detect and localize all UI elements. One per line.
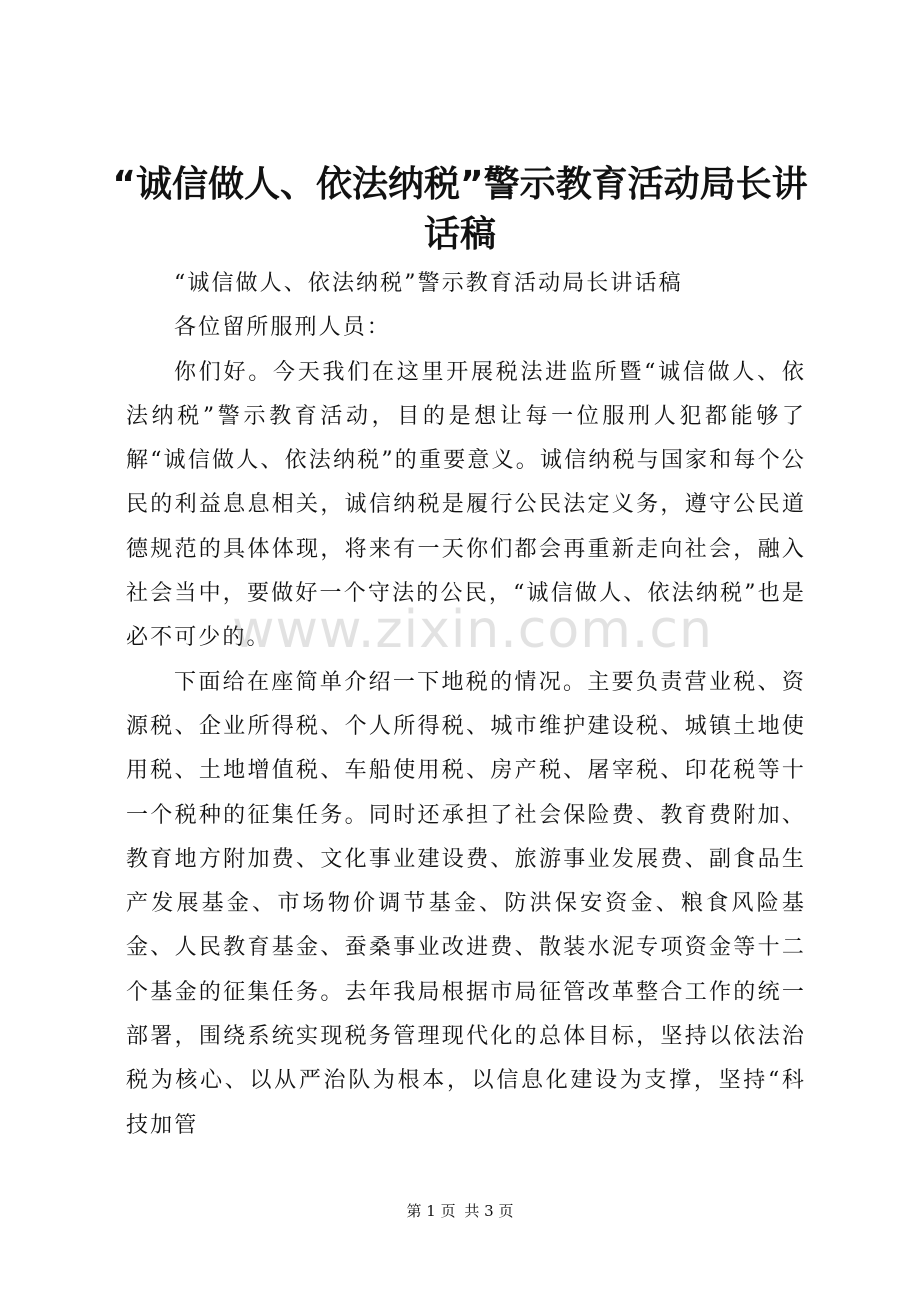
document-body bbox=[126, 262, 806, 1148]
paragraph-greeting: 你们好。今天我们在这里开展税法进监所暨“诚信做人、依法纳税”警示教育活动，目的是想让每一位服刑人犯都能够了解“诚信做人、依法纳税”的重要意义。诚信纳税与国家和每个公民的利益息息相关，诚信纳税是履行公民法定义务，遵守公民道德规范的具体体现，将来有一天你们都会再重新走向社会，融入社会当中，要做好一个守法的公民，“诚信做人、依法纳税”也是必不可少的。 bbox=[126, 359, 806, 651]
watermark: www.zixin.com.cn bbox=[232, 600, 713, 660]
page-total: 共 3 页 bbox=[464, 1202, 514, 1220]
page-footer bbox=[0, 1200, 920, 1221]
paragraph-tax-overview: 下面给在座简单介绍一下地税的情况。主要负责营业税、资源税、企业所得税、个人所得税、城市维护建设税、城镇土地使用税、土地增值税、车船使用税、房产税、屠宰税、印花税等十一个税种的征集任务。同时还承担了社会保险费、教育费附加、教育地方附加费、文化事业建设费、旅游事业发展费、副食品生产发展基金、市场物价调节基金、防洪保安资金、粮食风险基金、人民教育基金、蚕桑事业改进费、散装水泥专项资金等十二个基金的征集任务。去年我局根据市局征管改革整合工作的统一部署，围绕系统实现税务管理现代化的总体目标，坚持以依法治税为核心、以从严治队为根本，以信息化建设为支撑，坚持“科技加管 bbox=[126, 669, 806, 1138]
document-title: “诚信做人、依法纳税”警示教育活动局长讲话稿 bbox=[112, 164, 808, 255]
paragraph-subtitle: “诚信做人、依法纳税”警示教育活动局长讲话稿 bbox=[174, 271, 683, 296]
page-number: 第 1 页 bbox=[406, 1202, 456, 1220]
paragraph-salutation: 各位留所服刑人员： bbox=[174, 315, 391, 341]
